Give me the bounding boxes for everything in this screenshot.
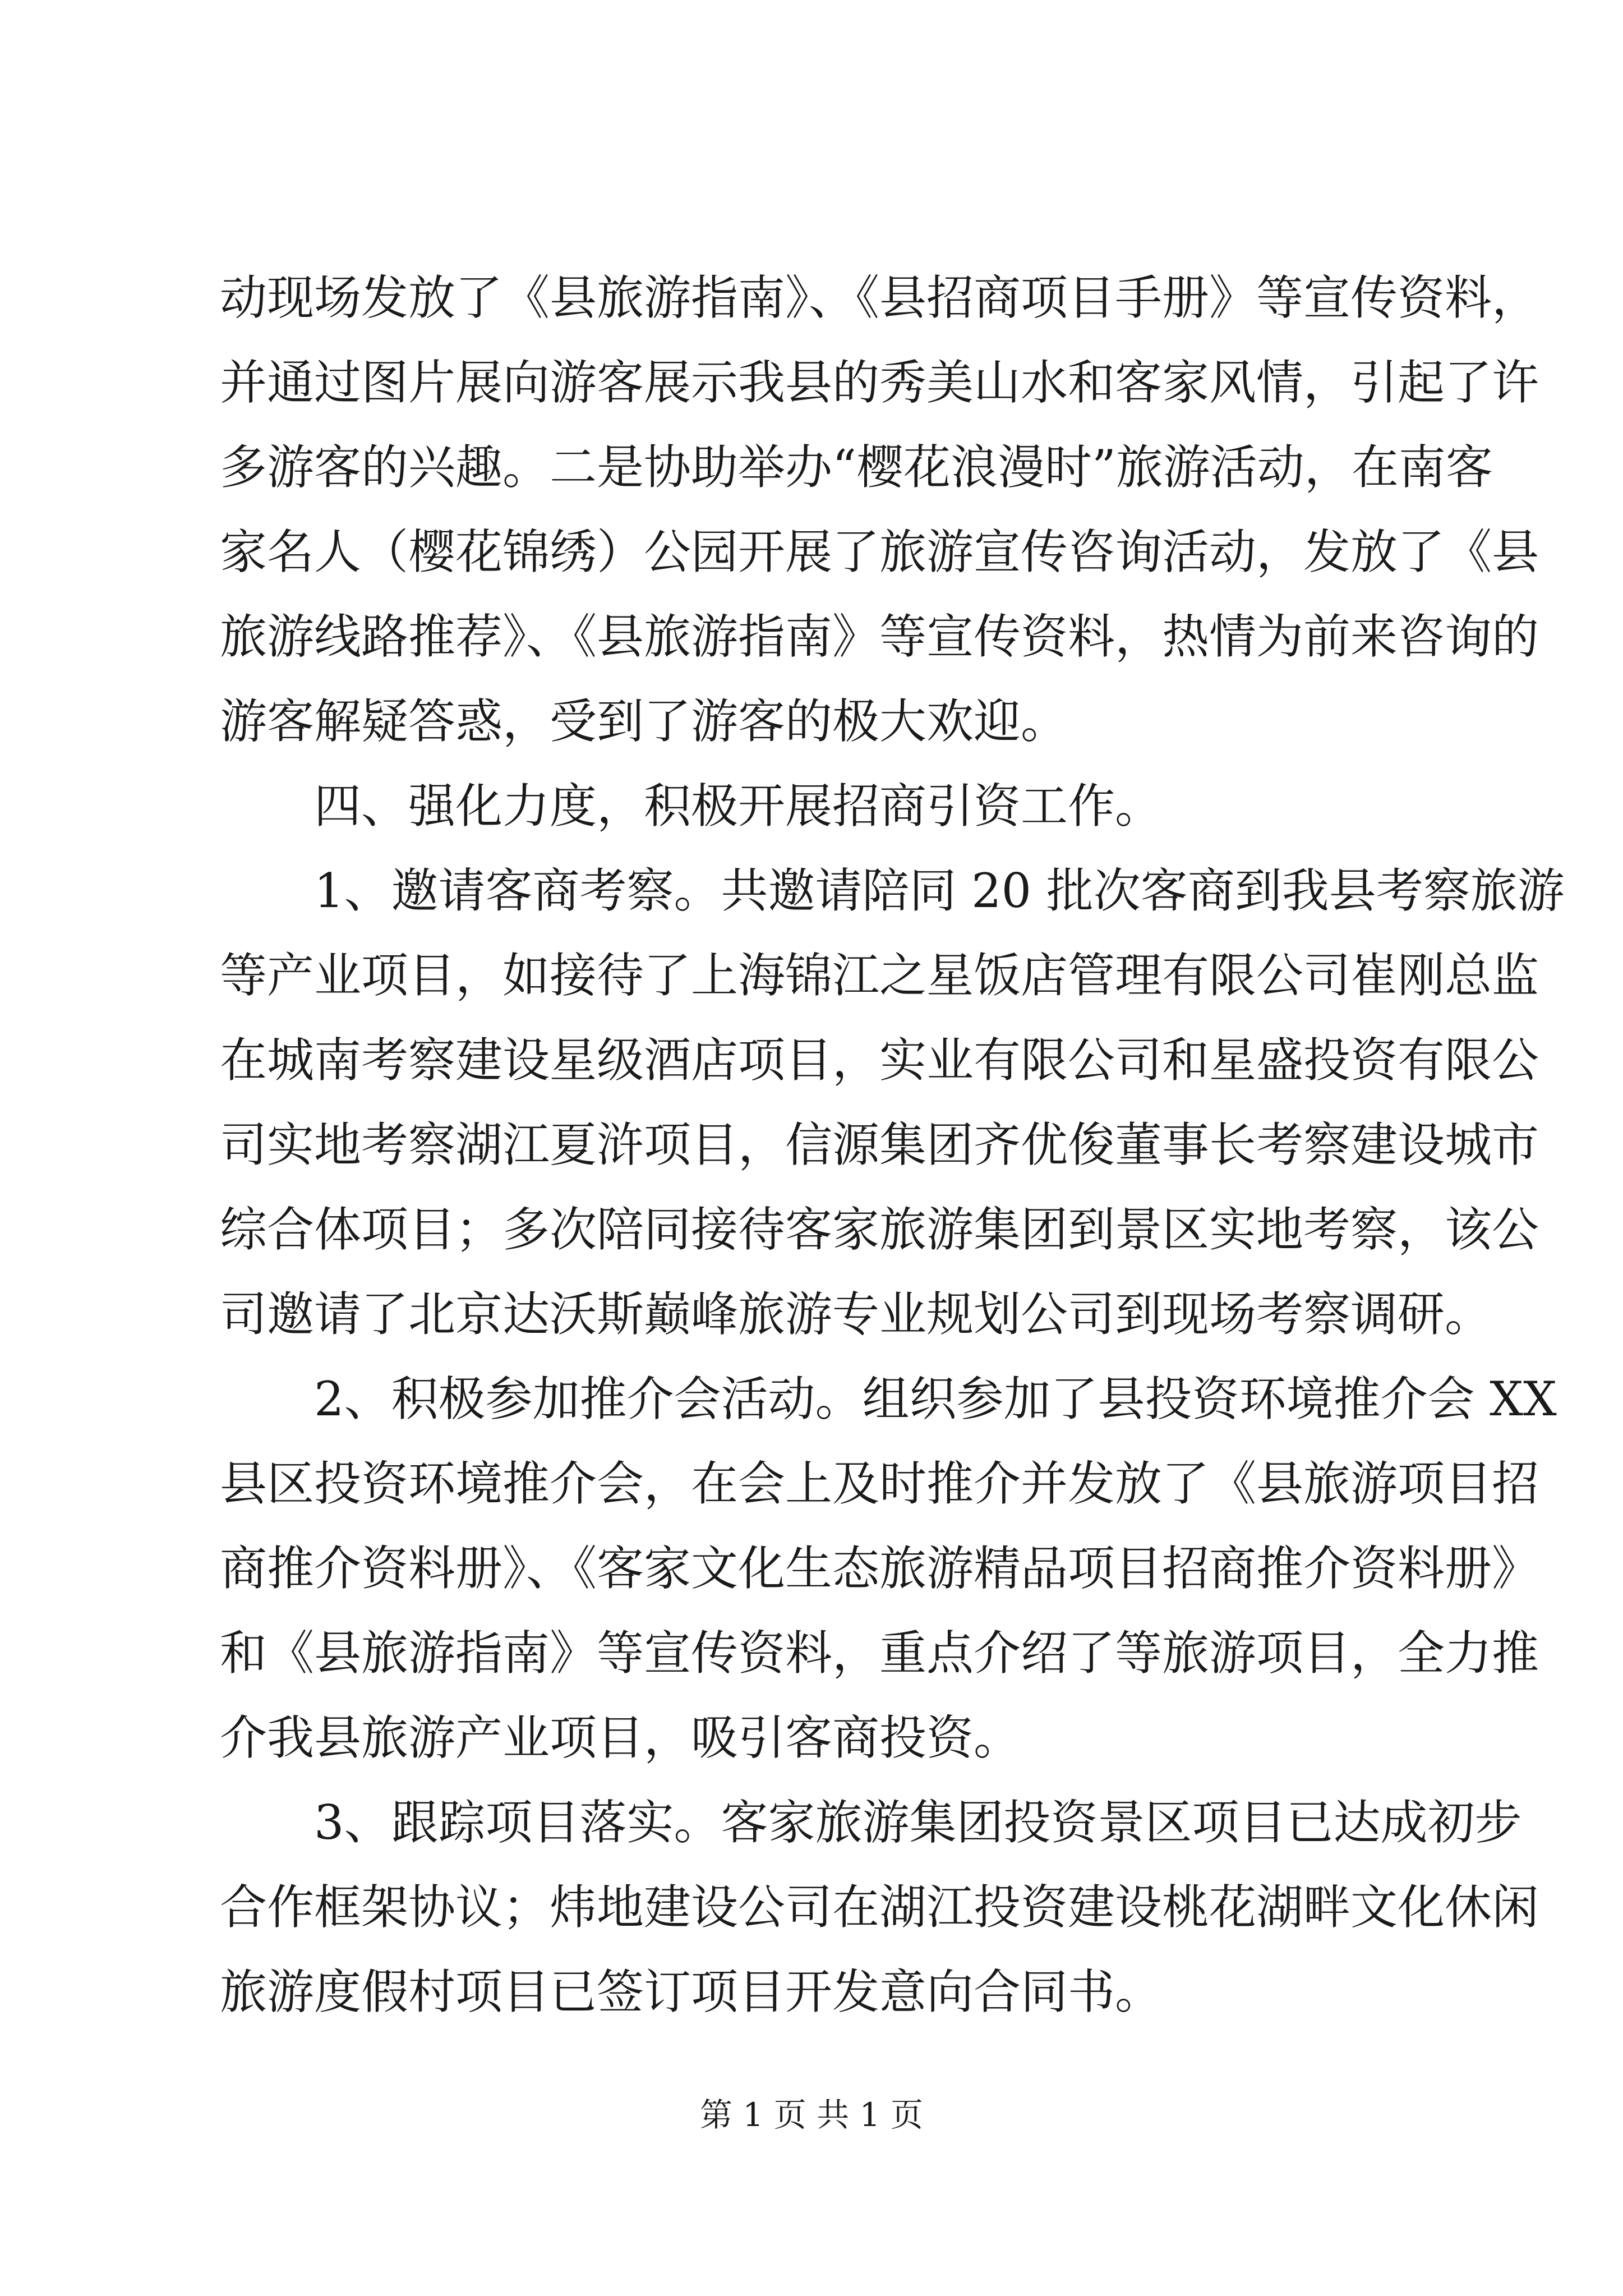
- text-line: 游客解疑答惑，受到了游客的极大欢迎。: [220, 694, 1068, 749]
- text-line: 并通过图片展向游客展示我县的秀美山水和客家风情，引起了许: [220, 355, 1539, 410]
- text-line: 动现场发放了《县旅游指南》、《县招商项目手册》等宣传资料，: [220, 270, 1539, 325]
- text-line: 家名人（樱花锦绣）公园开展了旅游宣传咨询活动，发放了《县: [220, 524, 1539, 579]
- text-line: 1、邀请客商考察。共邀请陪同 20 批次客商到我县考察旅游: [220, 863, 1565, 918]
- text-line: 综合体项目；多次陪同接待客家旅游集团到景区实地考察，该公: [220, 1202, 1539, 1257]
- text-line: 多游客的兴趣。二是协助举办“樱花浪漫时”旅游活动，在南客: [220, 440, 1493, 495]
- text-line: 商推介资料册》、《客家文化生态旅游精品项目招商推介资料册》: [220, 1541, 1539, 1596]
- text-line: 司实地考察湖江夏浒项目，信源集团齐优俊董事长考察建设城市: [220, 1117, 1539, 1172]
- text-line: 县区投资环境推介会，在会上及时推介并发放了《县旅游项目招: [220, 1456, 1539, 1511]
- text-line: 3、跟踪项目落实。客家旅游集团投资景区项目已达成初步: [220, 1795, 1522, 1850]
- page-footer: 第 1 页 共 1 页: [700, 2096, 923, 2134]
- section-heading: 四、强化力度，积极开展招商引资工作。: [220, 779, 1163, 834]
- text-line: 介我县旅游产业项目，吸引客商投资。: [220, 1710, 1021, 1765]
- text-line: 合作框架协议；炜地建设公司在湖江投资建设桃花湖畔文化休闲: [220, 1880, 1539, 1935]
- text-line: 和《县旅游指南》等宣传资料，重点介绍了等旅游项目，全力推: [220, 1626, 1539, 1681]
- body-text: [220, 256, 1565, 2035]
- text-line: 在城南考察建设星级酒店项目，实业有限公司和星盛投资有限公: [220, 1033, 1539, 1088]
- text-line: 旅游线路推荐》、《县旅游指南》等宣传资料，热情为前来咨询的: [220, 609, 1539, 664]
- text-line: 2、积极参加推介会活动。组织参加了县投资环境推介会 XX: [220, 1372, 1557, 1427]
- text-line: 等产业项目，如接待了上海锦江之星饭店管理有限公司崔刚总监: [220, 948, 1539, 1003]
- text-line: 司邀请了北京达沃斯巅峰旅游专业规划公司到现场考察调研。: [220, 1287, 1492, 1342]
- text-line: 旅游度假村项目已签订项目开发意向合同书。: [220, 1964, 1163, 2019]
